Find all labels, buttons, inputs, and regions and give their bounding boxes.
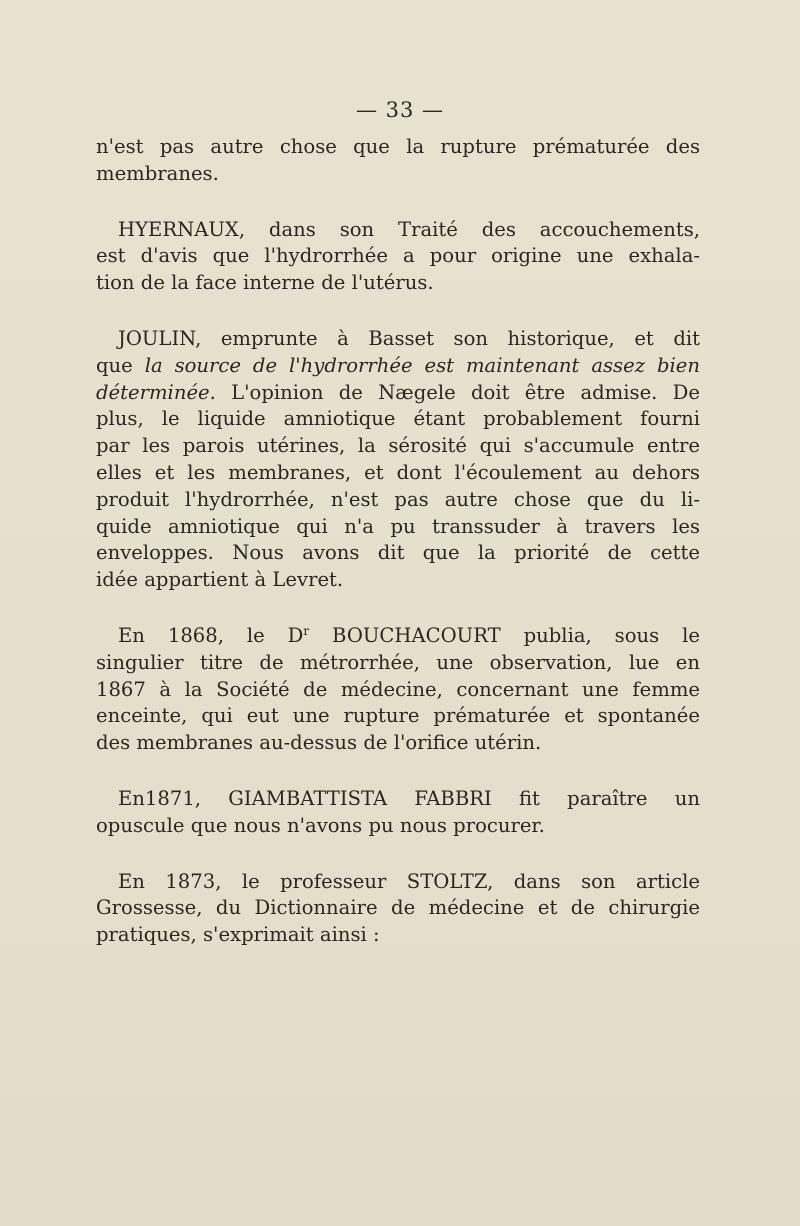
text-line: pratiques, s'exprimait ainsi : <box>96 923 380 947</box>
text-line: HYERNAUX, dans son Traité des accouchements, <box>118 217 700 241</box>
text-line: tion de la face interne de l'utérus. <box>96 271 434 295</box>
text-run: L'opinion de Nægele doit être admise. De <box>215 380 700 404</box>
text-line: n'est pas autre chose que la rupture prématurée des <box>96 135 700 158</box>
text-line: Grossesse, du Dictionnaire de médecine et de chirurgie <box>96 896 700 920</box>
text-line: des membranes au-dessus de l'orifice utérin. <box>96 731 542 755</box>
text-line: 1867 à la Société de médecine, concernant une femme <box>96 677 700 701</box>
text-line: En1871, GIAMBATTISTA FABBRI fit paraître un <box>118 786 700 810</box>
text-line: enveloppes. Nous avons dit que la priorité de cette <box>96 541 700 565</box>
text-line: elles et les membranes, et dont l'écoulement au dehors <box>96 460 700 484</box>
paragraph-6 <box>96 869 700 949</box>
text-line: JOULIN, emprunte à Basset son historique, et dit <box>118 326 700 350</box>
page-number: — 33 — <box>355 98 445 122</box>
text-line: est d'avis que l'hydrorrhée a pour origine une exhala- <box>96 244 700 268</box>
text-run: BOUCHACOURT publia, sous le <box>309 623 700 647</box>
text-line: opuscule que nous n'avons pu nous procurer. <box>96 813 545 837</box>
paragraph-1 <box>96 134 700 188</box>
paragraph-4 <box>96 623 700 757</box>
text-line: idée appartient à Levret. <box>96 568 344 592</box>
italic-quote: la source de l'hydrorrhée est maintenant assez bien <box>144 353 700 377</box>
text-line: En 1873, le professeur STOLTZ, dans son article <box>118 869 700 893</box>
text-line: produit l'hydrorrhée, n'est pas autre chose que du li- <box>96 487 700 511</box>
paragraph-3 <box>96 326 700 594</box>
text-line: par les parois utérines, la sérosité qui s'accumule entre <box>96 434 700 458</box>
superscript: r <box>303 623 310 638</box>
body-text <box>96 134 700 949</box>
text-line <box>96 380 700 407</box>
text-run: que <box>96 353 145 377</box>
paragraph-5 <box>96 786 700 840</box>
text-line: quide amniotique qui n'a pu transsuder à travers les <box>96 514 700 538</box>
text-line: plus, le liquide amniotique étant probablement fourni <box>96 407 700 431</box>
text-line: singulier titre de métrorrhée, une observation, lue en <box>96 650 700 674</box>
text-line <box>96 353 700 380</box>
italic-quote: déterminée. <box>96 380 216 404</box>
paragraph-2 <box>96 217 700 297</box>
text-line <box>96 623 700 650</box>
text-run: En 1868, le D <box>118 623 304 647</box>
text-line: enceinte, qui eut une rupture prématurée et spontanée <box>96 704 700 728</box>
text-line: membranes. <box>96 161 219 185</box>
